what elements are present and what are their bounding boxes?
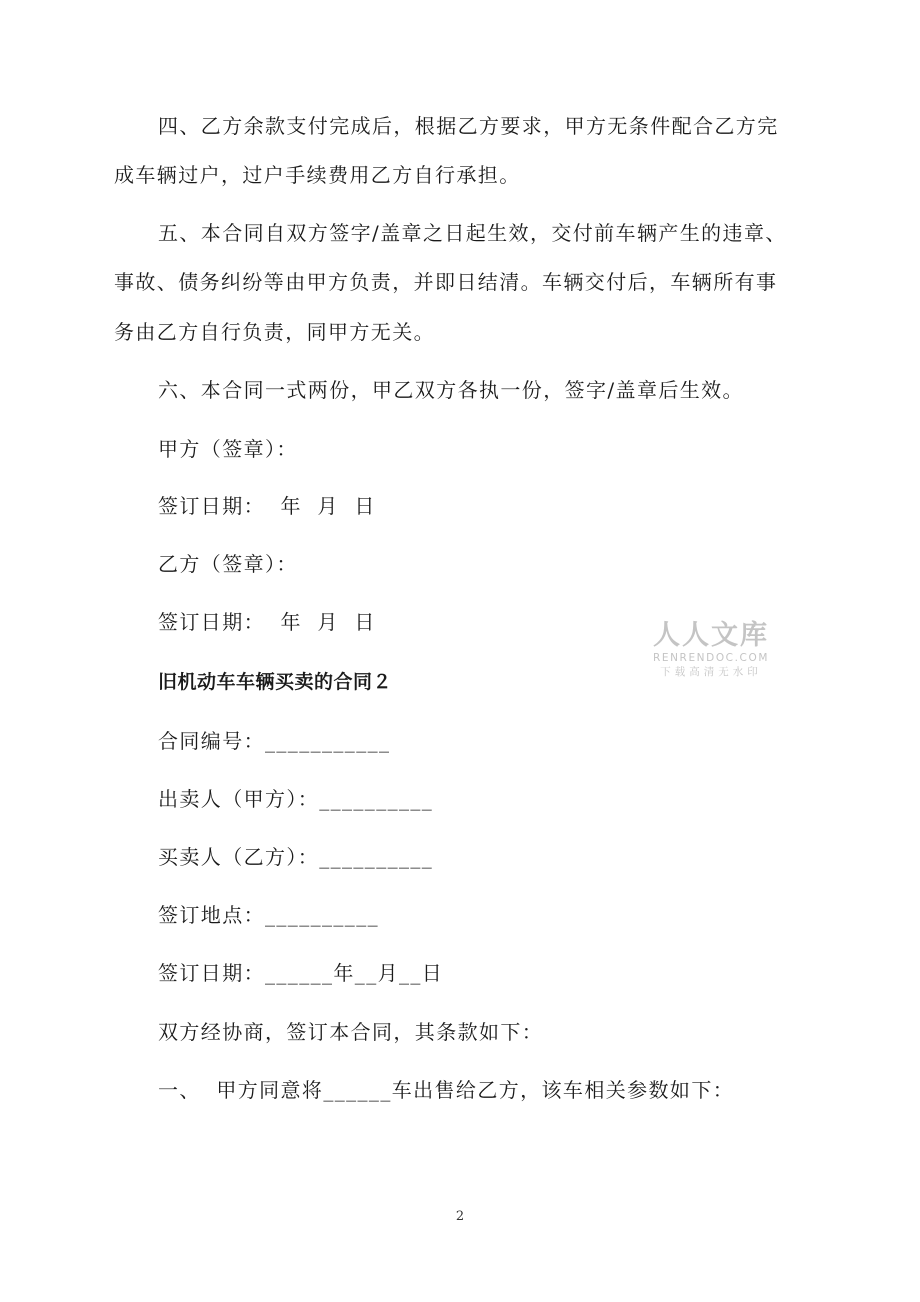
signing-place-field: 签订地点：__________: [158, 903, 379, 927]
signing-date-field: 签订日期：______年__月__日: [158, 961, 444, 985]
watermark-logo: [646, 620, 776, 679]
contract-2-title: 旧机动车车辆买卖的合同２: [158, 671, 393, 693]
clause-5-line-1: 五、本合同自双方签字/盖章之日起生效，交付前车辆产生的违章、: [158, 221, 787, 245]
seller-field: 出卖人（甲方）：__________: [158, 787, 434, 811]
contract-intro: 双方经协商，签订本合同，其条款如下：: [158, 1020, 544, 1044]
party-b-date: 签订日期： 年 月 日: [158, 610, 376, 634]
clause-5-line-3: 务由乙方自行负责，同甲方无关。: [114, 320, 435, 344]
page-number: 2: [455, 1209, 465, 1224]
party-a-date: 签订日期： 年 月 日: [158, 494, 376, 518]
party-b-signature: 乙方（签章）：: [158, 552, 298, 576]
clause-4-line-1: 四、乙方余款支付完成后，根据乙方要求，甲方无条件配合乙方完: [158, 114, 779, 138]
contract-2-clause-1: 一、 甲方同意将______车出售给乙方，该车相关参数如下：: [158, 1078, 735, 1102]
buyer-field: 买卖人（乙方）：__________: [158, 845, 434, 869]
watermark-title: 人人文库: [653, 620, 769, 651]
party-a-signature: 甲方（签章）：: [158, 437, 298, 461]
watermark-subtitle: 下载高清无水印: [660, 666, 762, 678]
contract-number-field: 合同编号：___________: [158, 729, 391, 753]
clause-4-line-2: 成车辆过户，过户手续费用乙方自行承担。: [114, 163, 521, 187]
watermark-domain: RENRENDOC.COM: [652, 652, 770, 664]
clause-6-line-1: 六、本合同一式两份，甲乙双方各执一份，签字/盖章后生效。: [158, 378, 744, 402]
clause-5-line-2: 事故、债务纠纷等由甲方负责，并即日结清。车辆交付后，车辆所有事: [114, 270, 778, 294]
